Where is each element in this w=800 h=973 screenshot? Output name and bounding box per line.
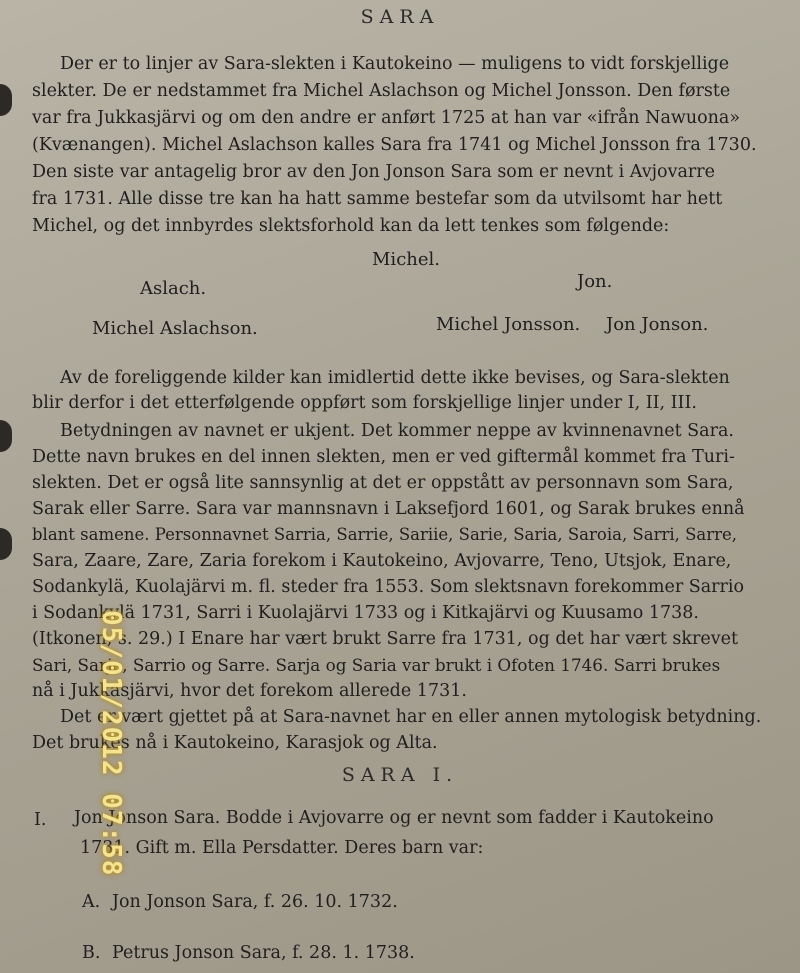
tree-grandchild: Jon Jonson. — [606, 314, 709, 335]
entry-line: Jon Jonson Sara. Bodde i Avjovarre og er nevnt som fadder i Kautokeino — [74, 808, 714, 828]
binding-hole — [0, 84, 12, 116]
child-entry: Petrus Jonson Sara, f. 28. 1. 1738. — [112, 943, 415, 963]
tree-root: Michel. — [372, 249, 440, 270]
child-letter: A. — [82, 892, 101, 912]
tree-right-child: Jon. — [577, 271, 613, 292]
body-line: Sarak eller Sarre. Sara var mannsnavn i Laksefjord 1601, og Sarak brukes ennå — [32, 499, 745, 519]
intro-line: Der er to linjer av Sara-slekten i Kautokeino — muligens to vidt forskjellige — [60, 54, 730, 74]
body-line: Det er vært gjettet på at Sara-navnet har en eller annen mytologisk betydning. — [60, 707, 762, 727]
intro-line: slekter. De er nedstammet fra Michel Aslachson og Michel Jonsson. Den første — [32, 81, 731, 101]
tree-left-child: Aslach. — [140, 278, 207, 299]
intro-line: Den siste var antagelig bror av den Jon Jonson Sara som er nevnt i Avjovarre — [32, 162, 715, 182]
child-entry: Jon Jonson Sara, f. 26. 10. 1732. — [112, 892, 398, 912]
body-line: Dette navn brukes en del innen slekten, men er ved giftermål kommet fra Turi- — [32, 447, 735, 467]
body-line: blir derfor i det etterfølgende oppført som forskjellige linjer under I, II, III. — [32, 393, 697, 413]
section-title: SARA I. — [341, 764, 459, 786]
camera-date-stamp: 05/01/2012 07:58 — [96, 610, 126, 877]
entry-number: I. — [34, 810, 47, 830]
child-letter: B. — [82, 943, 101, 963]
body-line: Betydningen av navnet er ukjent. Det kommer neppe av kvinnenavnet Sara. — [60, 421, 734, 441]
intro-line: (Kvænangen). Michel Aslachson kalles Sara fra 1741 og Michel Jonsson fra 1730. — [32, 135, 757, 155]
body-line: nå i Jukkasjärvi, hvor det forekom allerede 1731. — [32, 681, 467, 701]
body-line: Sara, Zaare, Zare, Zaria forekom i Kautokeino, Avjovarre, Teno, Utsjok, Enare, — [32, 551, 732, 571]
body-line: slekten. Det er også lite sannsynlig at det er oppstått av personnavn som Sara, — [32, 473, 734, 493]
body-line: Av de foreliggende kilder kan imidlertid dette ikke bevises, og Sara-slekten — [60, 368, 730, 388]
tree-grandchild: Michel Jonsson. — [436, 314, 581, 335]
body-line: (Itkonen, s. 29.) I Enare har vært brukt Sarre fra 1731, og det har vært skrevet — [32, 629, 739, 649]
body-line: Det brukes nå i Kautokeino, Karasjok og Alta. — [32, 733, 438, 753]
binding-hole — [0, 528, 12, 560]
body-line: i Sodankylä 1731, Sarri i Kuolajärvi 1733 og i Kitkajärvi og Kuusamo 1738. — [32, 603, 699, 623]
intro-line: var fra Jukkasjärvi og om den andre er anført 1725 at han var «ifrån Nawuona» — [32, 108, 741, 128]
body-line: Sodankylä, Kuolajärvi m. fl. steder fra 1553. Som slektsnavn forekommer Sarrio — [32, 577, 745, 597]
entry-line: 1731. Gift m. Ella Persdatter. Deres barn var: — [80, 838, 484, 858]
binding-hole — [0, 420, 12, 452]
body-line: blant samene. Personnavnet Sarria, Sarrie, Sariie, Sarie, Saria, Saroia, Sarri, Sarre, — [32, 525, 738, 544]
intro-line: fra 1731. Alle disse tre kan ha hatt samme bestefar som da utvilsomt har hett — [32, 189, 723, 209]
intro-line: Michel, og det innbyrdes slektsforhold kan da lett tenkes som følgende: — [32, 216, 670, 236]
body-line: Sari, Sarje, Sarrio og Sarre. Sarja og Saria var brukt i Ofoten 1746. Sarri brukes — [32, 655, 721, 675]
page-title: SARA — [360, 6, 440, 28]
tree-grandchild: Michel Aslachson. — [92, 318, 258, 339]
